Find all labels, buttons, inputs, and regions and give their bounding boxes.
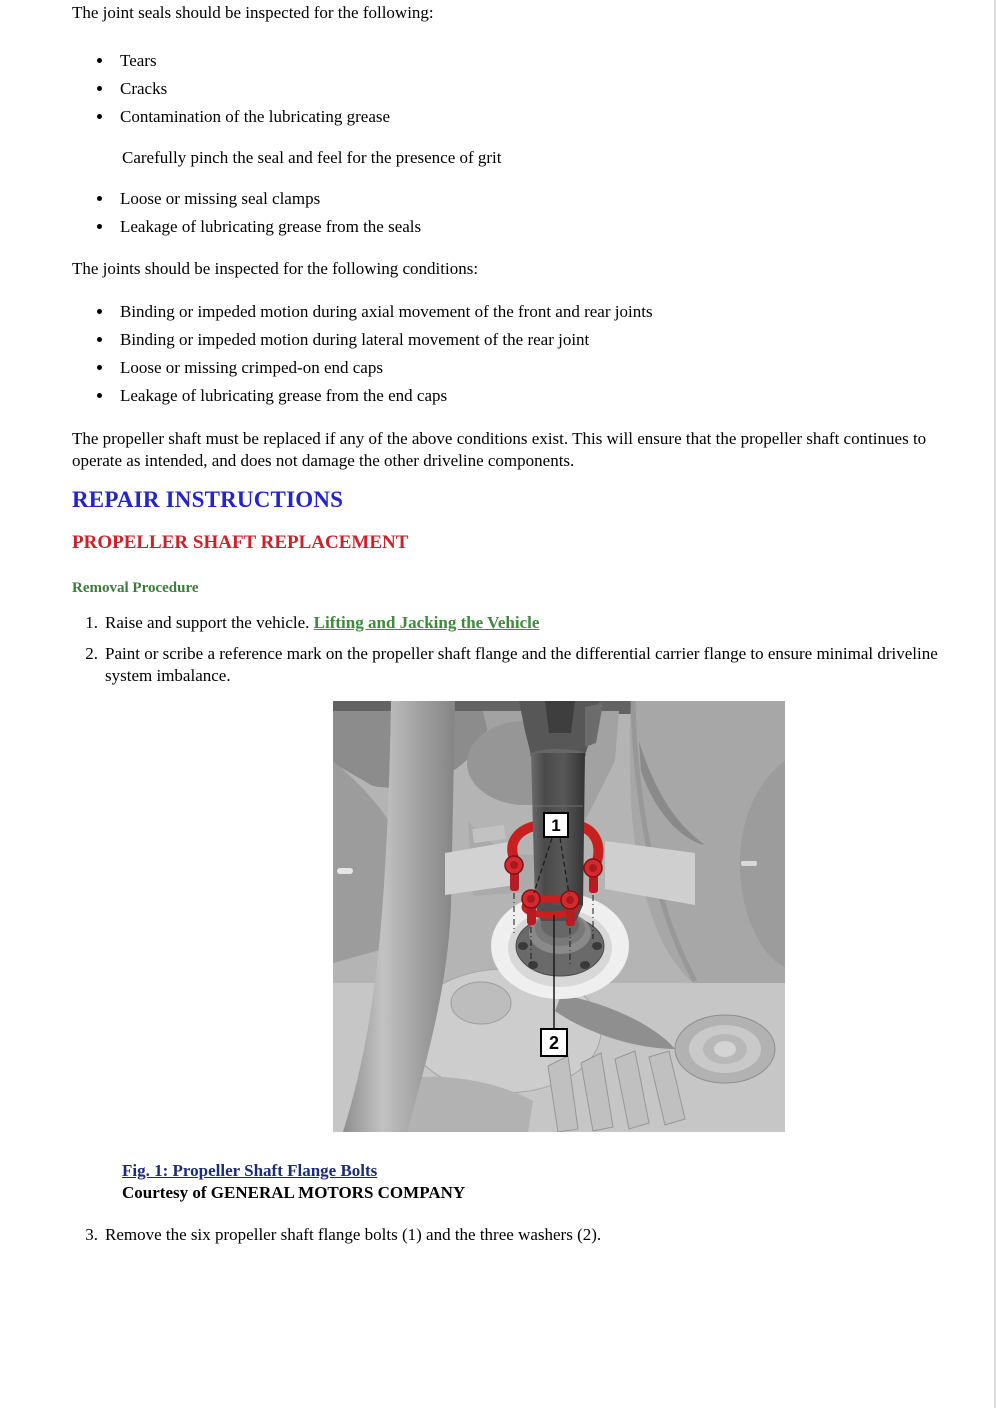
figure-1-link[interactable]: Fig. 1: Propeller Shaft Flange Bolts bbox=[122, 1161, 378, 1180]
step-3-text: Remove the six propeller shaft flange bolts (1) and the three washers (2). bbox=[105, 1225, 602, 1244]
step-2 bbox=[72, 643, 966, 687]
procedure-steps-continued bbox=[72, 1224, 966, 1246]
step-3 bbox=[72, 1224, 966, 1246]
callout-1-label bbox=[544, 813, 568, 837]
list-item-clamps: • Loose or missing seal clamps bbox=[114, 188, 966, 210]
repair-instructions-heading: REPAIR INSTRUCTIONS bbox=[72, 487, 344, 512]
propeller-shaft-figure bbox=[333, 701, 785, 1132]
callout-2-number: 2 bbox=[548, 1033, 560, 1053]
list-item-leakage-seals: • Leakage of lubricating grease from the seals bbox=[114, 216, 966, 238]
callout-1-number: 1 bbox=[551, 816, 561, 835]
list-item-contamination: • Contamination of the lubricating grease bbox=[114, 106, 966, 128]
intro-joint-seals: The joint seals should be inspected for the following: bbox=[72, 3, 434, 22]
list-item-axial-binding: • Binding or impeded motion during axial movement of the front and rear joints bbox=[114, 301, 966, 323]
list-item-lateral-binding: • Binding or impeded motion during lateral movement of the rear joint bbox=[114, 329, 966, 351]
propeller-shaft-replacement-heading: PROPELLER SHAFT REPLACEMENT bbox=[72, 532, 409, 553]
step-2-text: Paint or scribe a reference mark on the propeller shaft flange and the differential carrier flange to ensure minimal driveline system imbalance. bbox=[105, 644, 938, 685]
step-1-number: 1. bbox=[85, 613, 98, 632]
pinch-seal-note: Carefully pinch the seal and feel for the presence of grit bbox=[122, 148, 502, 167]
figure-caption bbox=[122, 1160, 966, 1204]
replacement-paragraph: The propeller shaft must be replaced if any of the above conditions exist. This will ensure that the propeller shaft continues to operate as intended, and does not damage the other driveline components. bbox=[72, 429, 927, 470]
figure-1-illustration bbox=[333, 701, 785, 1132]
step-2-number: 2. bbox=[85, 644, 98, 663]
step-1-text bbox=[105, 612, 539, 634]
step-1 bbox=[72, 612, 966, 634]
intro-joints: The joints should be inspected for the following conditions: bbox=[72, 259, 479, 278]
list-item-tears: • Tears bbox=[114, 50, 966, 72]
step-1-text-body: Raise and support the vehicle. bbox=[105, 613, 314, 632]
joint-inspection-list bbox=[72, 301, 966, 407]
list-item-end-caps: • Loose or missing crimped-on end caps bbox=[114, 357, 966, 379]
callout-2-label bbox=[541, 1029, 567, 1056]
procedure-steps bbox=[72, 612, 966, 687]
lifting-jacking-link[interactable]: Lifting and Jacking the Vehicle bbox=[313, 613, 540, 632]
figure-courtesy: Courtesy of GENERAL MOTORS COMPANY bbox=[122, 1183, 466, 1202]
removal-procedure-heading: Removal Procedure bbox=[72, 580, 199, 596]
seal-inspection-list-2 bbox=[72, 188, 966, 238]
seal-inspection-list bbox=[72, 50, 966, 128]
list-item-cracks: • Cracks bbox=[114, 78, 966, 100]
step-3-number: 3. bbox=[85, 1225, 98, 1244]
list-item-leakage-caps: • Leakage of lubricating grease from the end caps bbox=[114, 385, 966, 407]
